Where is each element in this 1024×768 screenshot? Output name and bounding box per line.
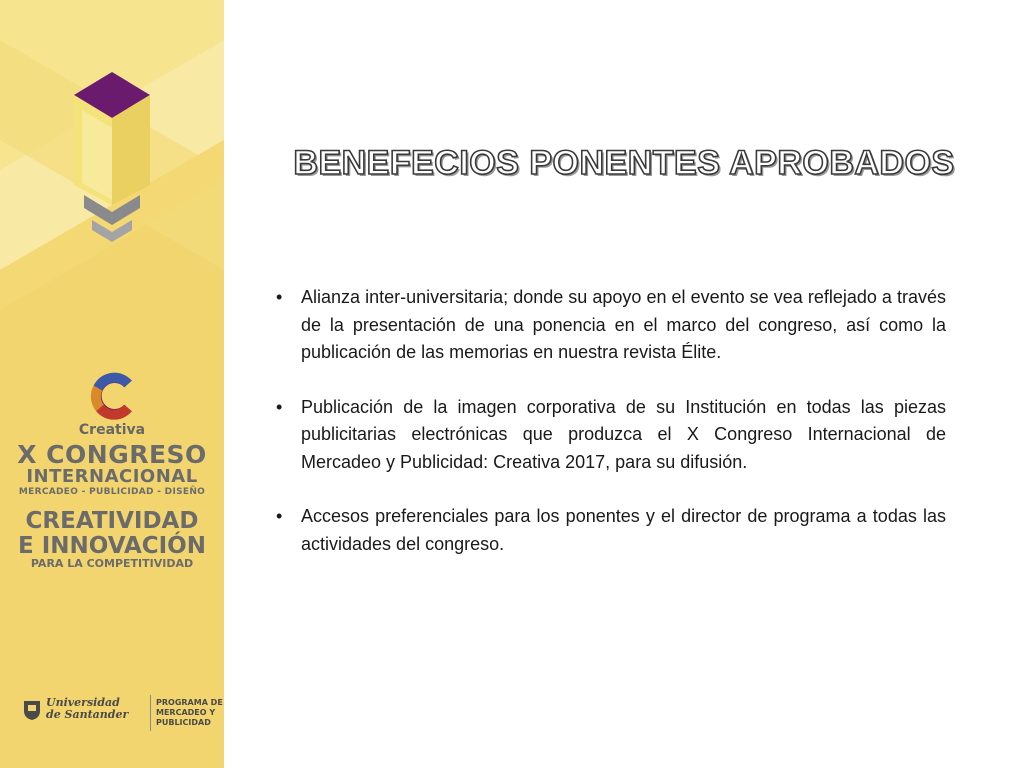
congress-subtitle: INTERNACIONAL bbox=[26, 466, 198, 487]
creativa-logo-icon bbox=[88, 372, 136, 420]
list-item bbox=[276, 394, 946, 477]
slide-title: BENEFECIOS PONENTES APROBADOS bbox=[293, 144, 955, 182]
congress-title: X CONGRESO bbox=[17, 440, 207, 469]
divider bbox=[150, 695, 151, 731]
congress-areas: MERCADEO - PUBLICIDAD - DISEÑO bbox=[18, 487, 206, 497]
university-name bbox=[46, 697, 148, 721]
program-name bbox=[156, 698, 224, 728]
list-item bbox=[276, 284, 946, 367]
bullet-text: Alianza inter-universitaria; donde su apoyo en el evento se vea reflejado a través de la presentación de una ponencia en el marco del congreso, así como la publicación de las memorias en nuestra revista Élite. bbox=[301, 287, 946, 362]
university-line-2: de Santander bbox=[46, 708, 129, 721]
list-item bbox=[276, 503, 946, 558]
bullet-text: Publicación de la imagen corporativa de su Institución en todas las piezas publicitarias electrónicas que produzca el X Congreso Internacional de Mercadeo y Publicidad: Creativa 2017, para su difusión. bbox=[301, 396, 946, 472]
bullet-list bbox=[276, 284, 946, 585]
slogan-line-1: CREATIVIDAD bbox=[25, 508, 199, 534]
program-line-2: MERCADEO Y bbox=[156, 708, 216, 717]
sidebar-panel bbox=[0, 0, 224, 768]
bullet-icon: • bbox=[276, 287, 283, 307]
bullet-icon: • bbox=[276, 506, 283, 526]
program-line-1: PROGRAMA DE bbox=[156, 698, 223, 707]
university-line-1: Universidad bbox=[46, 696, 120, 709]
program-line-3: PUBLICIDAD bbox=[156, 718, 211, 727]
brand-name: Creativa bbox=[78, 422, 146, 438]
bullet-icon: • bbox=[276, 396, 283, 417]
bullet-text: Accesos preferenciales para los ponentes y el director de programa a todas las actividades del congreso. bbox=[301, 506, 946, 554]
slogan-line-2: E INNOVACIÓN bbox=[18, 533, 206, 559]
slogan-line-3: PARA LA COMPETITIVIDAD bbox=[30, 557, 194, 570]
shield-icon bbox=[22, 699, 42, 721]
